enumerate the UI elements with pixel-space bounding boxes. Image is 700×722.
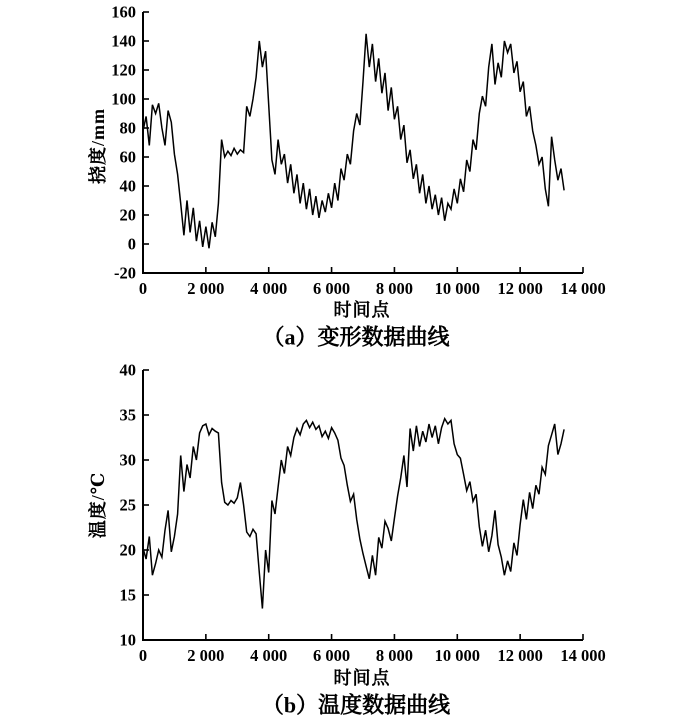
y-tick-label: 40 xyxy=(119,361,136,380)
x-tick-label: 4 000 xyxy=(250,279,288,298)
chart-a-caption: （a）变形数据曲线 xyxy=(262,324,450,350)
data-series-line xyxy=(143,419,564,609)
tick-marks xyxy=(143,370,583,640)
y-tick-label: 20 xyxy=(119,540,136,560)
x-tick-label: 14 000 xyxy=(560,279,606,298)
y-tick-label: 60 xyxy=(119,147,136,167)
x-tick-label: 2 000 xyxy=(187,646,225,665)
y-tick-label: 160 xyxy=(111,2,136,22)
axes xyxy=(143,370,583,640)
y-tick-label: 140 xyxy=(111,31,136,51)
axes xyxy=(143,12,583,273)
x-tick-label: 10 000 xyxy=(434,279,480,298)
tick-labels xyxy=(111,3,605,299)
x-tick-label: 6 000 xyxy=(313,646,351,665)
chart-a-x-axis-label: 时间点 xyxy=(333,300,391,320)
x-tick-label: 8 000 xyxy=(375,279,413,298)
chart-b-y-axis-label: 温度/℃ xyxy=(88,471,108,539)
y-tick-label: 35 xyxy=(119,405,136,425)
y-tick-label: 30 xyxy=(119,450,136,470)
y-tick-label: 40 xyxy=(119,176,136,196)
y-tick-label: 20 xyxy=(119,205,136,225)
chart-b-x-axis-label: 时间点 xyxy=(333,668,391,688)
x-tick-label: 12 000 xyxy=(497,279,543,298)
y-tick-label: 25 xyxy=(119,495,136,515)
x-tick-label: 10 000 xyxy=(434,646,480,665)
y-tick-label: 0 xyxy=(127,234,136,254)
x-tick-label: 2 000 xyxy=(187,279,225,298)
data-series-line xyxy=(143,34,564,249)
x-tick-label: 14 000 xyxy=(560,646,606,665)
y-tick-label: -20 xyxy=(114,263,136,283)
x-tick-label: 0 xyxy=(138,279,148,298)
y-tick-label: 100 xyxy=(111,89,136,109)
tick-labels xyxy=(120,361,606,665)
y-tick-label: 15 xyxy=(119,585,136,605)
y-tick-label: 10 xyxy=(119,630,136,650)
x-tick-label: 6 000 xyxy=(313,279,351,298)
x-tick-label: 4 000 xyxy=(250,646,288,665)
chart-b-caption: （b）温度数据曲线 xyxy=(261,692,451,718)
chart-a-y-axis-label: 挠度/mm xyxy=(88,108,108,184)
tick-marks xyxy=(143,12,583,273)
y-tick-label: 120 xyxy=(111,60,136,80)
x-tick-label: 8 000 xyxy=(375,646,413,665)
x-tick-label: 12 000 xyxy=(497,646,543,665)
x-tick-label: 0 xyxy=(138,646,148,665)
y-tick-label: 80 xyxy=(119,118,136,138)
